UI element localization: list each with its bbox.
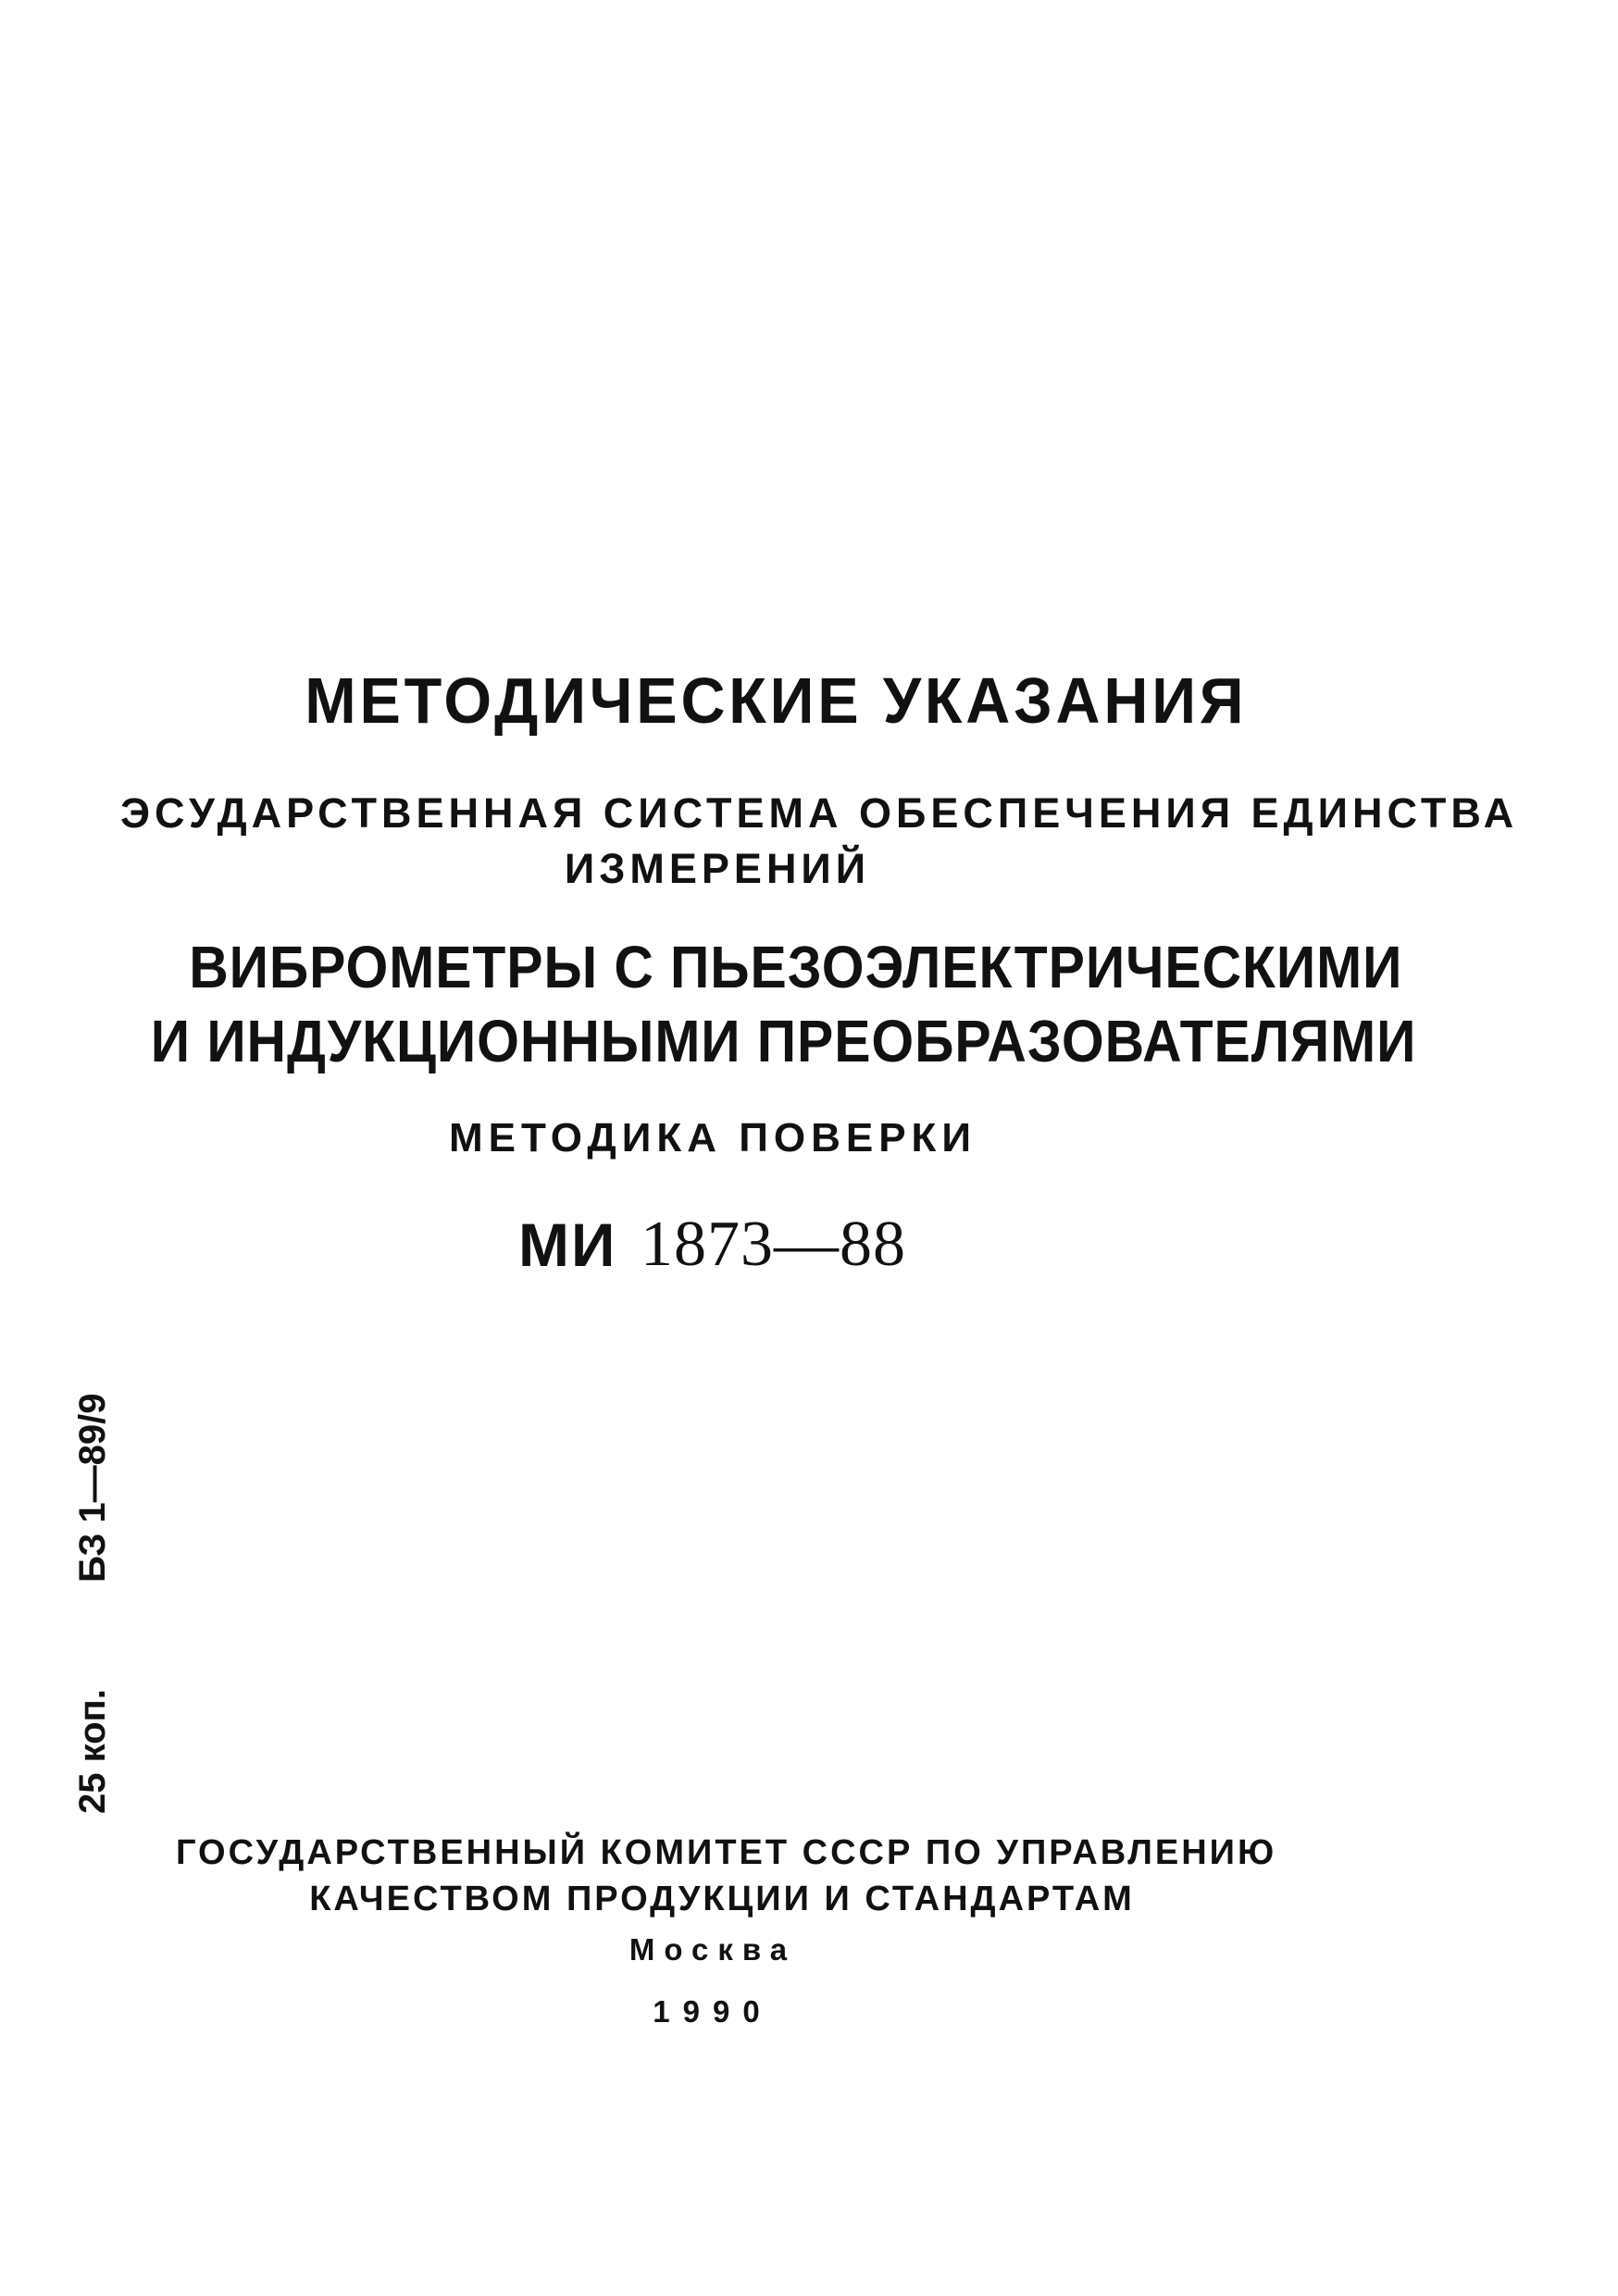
series-title-line-1: ЭСУДАРСТВЕННАЯ СИСТЕМА ОБЕСПЕЧЕНИЯ ЕДИНСТВА (120, 789, 1519, 837)
document-subtitle: МЕТОДИКА ПОВЕРКИ (448, 1115, 977, 1160)
price-label: 25 коп. (72, 1689, 113, 1814)
document-type-heading: МЕТОДИЧЕСКИЕ УКАЗАНИЯ (305, 664, 1248, 737)
document-number-code: 1873—88 (641, 1209, 906, 1280)
series-title-line-2: ИЗМЕРЕНИЙ (564, 845, 871, 892)
publication-city: Москва (629, 1932, 797, 1967)
document-number (481, 1203, 944, 1286)
margin-note-rotated-text (67, 1388, 118, 1814)
publisher-line-1: ГОСУДАРСТВЕННЫЙ КОМИТЕТ СССР ПО УПРАВЛЕНИЮ (176, 1833, 1277, 1872)
publication-year: 1990 (653, 1994, 773, 2029)
margin-note (65, 1388, 120, 1814)
document-number-prefix: МИ (518, 1210, 617, 1279)
publisher-line-2: КАЧЕСТВОМ ПРОДУКЦИИ И СТАНДАРТАМ (309, 1880, 1135, 1918)
catalog-code: БЗ 1—89/9 (72, 1393, 113, 1582)
document-title-line-2: И ИНДУКЦИОННЫМИ ПРЕОБРАЗОВАТЕЛЯМИ (150, 1008, 1417, 1074)
document-title-line-1: ВИБРОМЕТРЫ С ПЬЕЗОЭЛЕКТРИЧЕСКИМИ (189, 934, 1403, 1000)
